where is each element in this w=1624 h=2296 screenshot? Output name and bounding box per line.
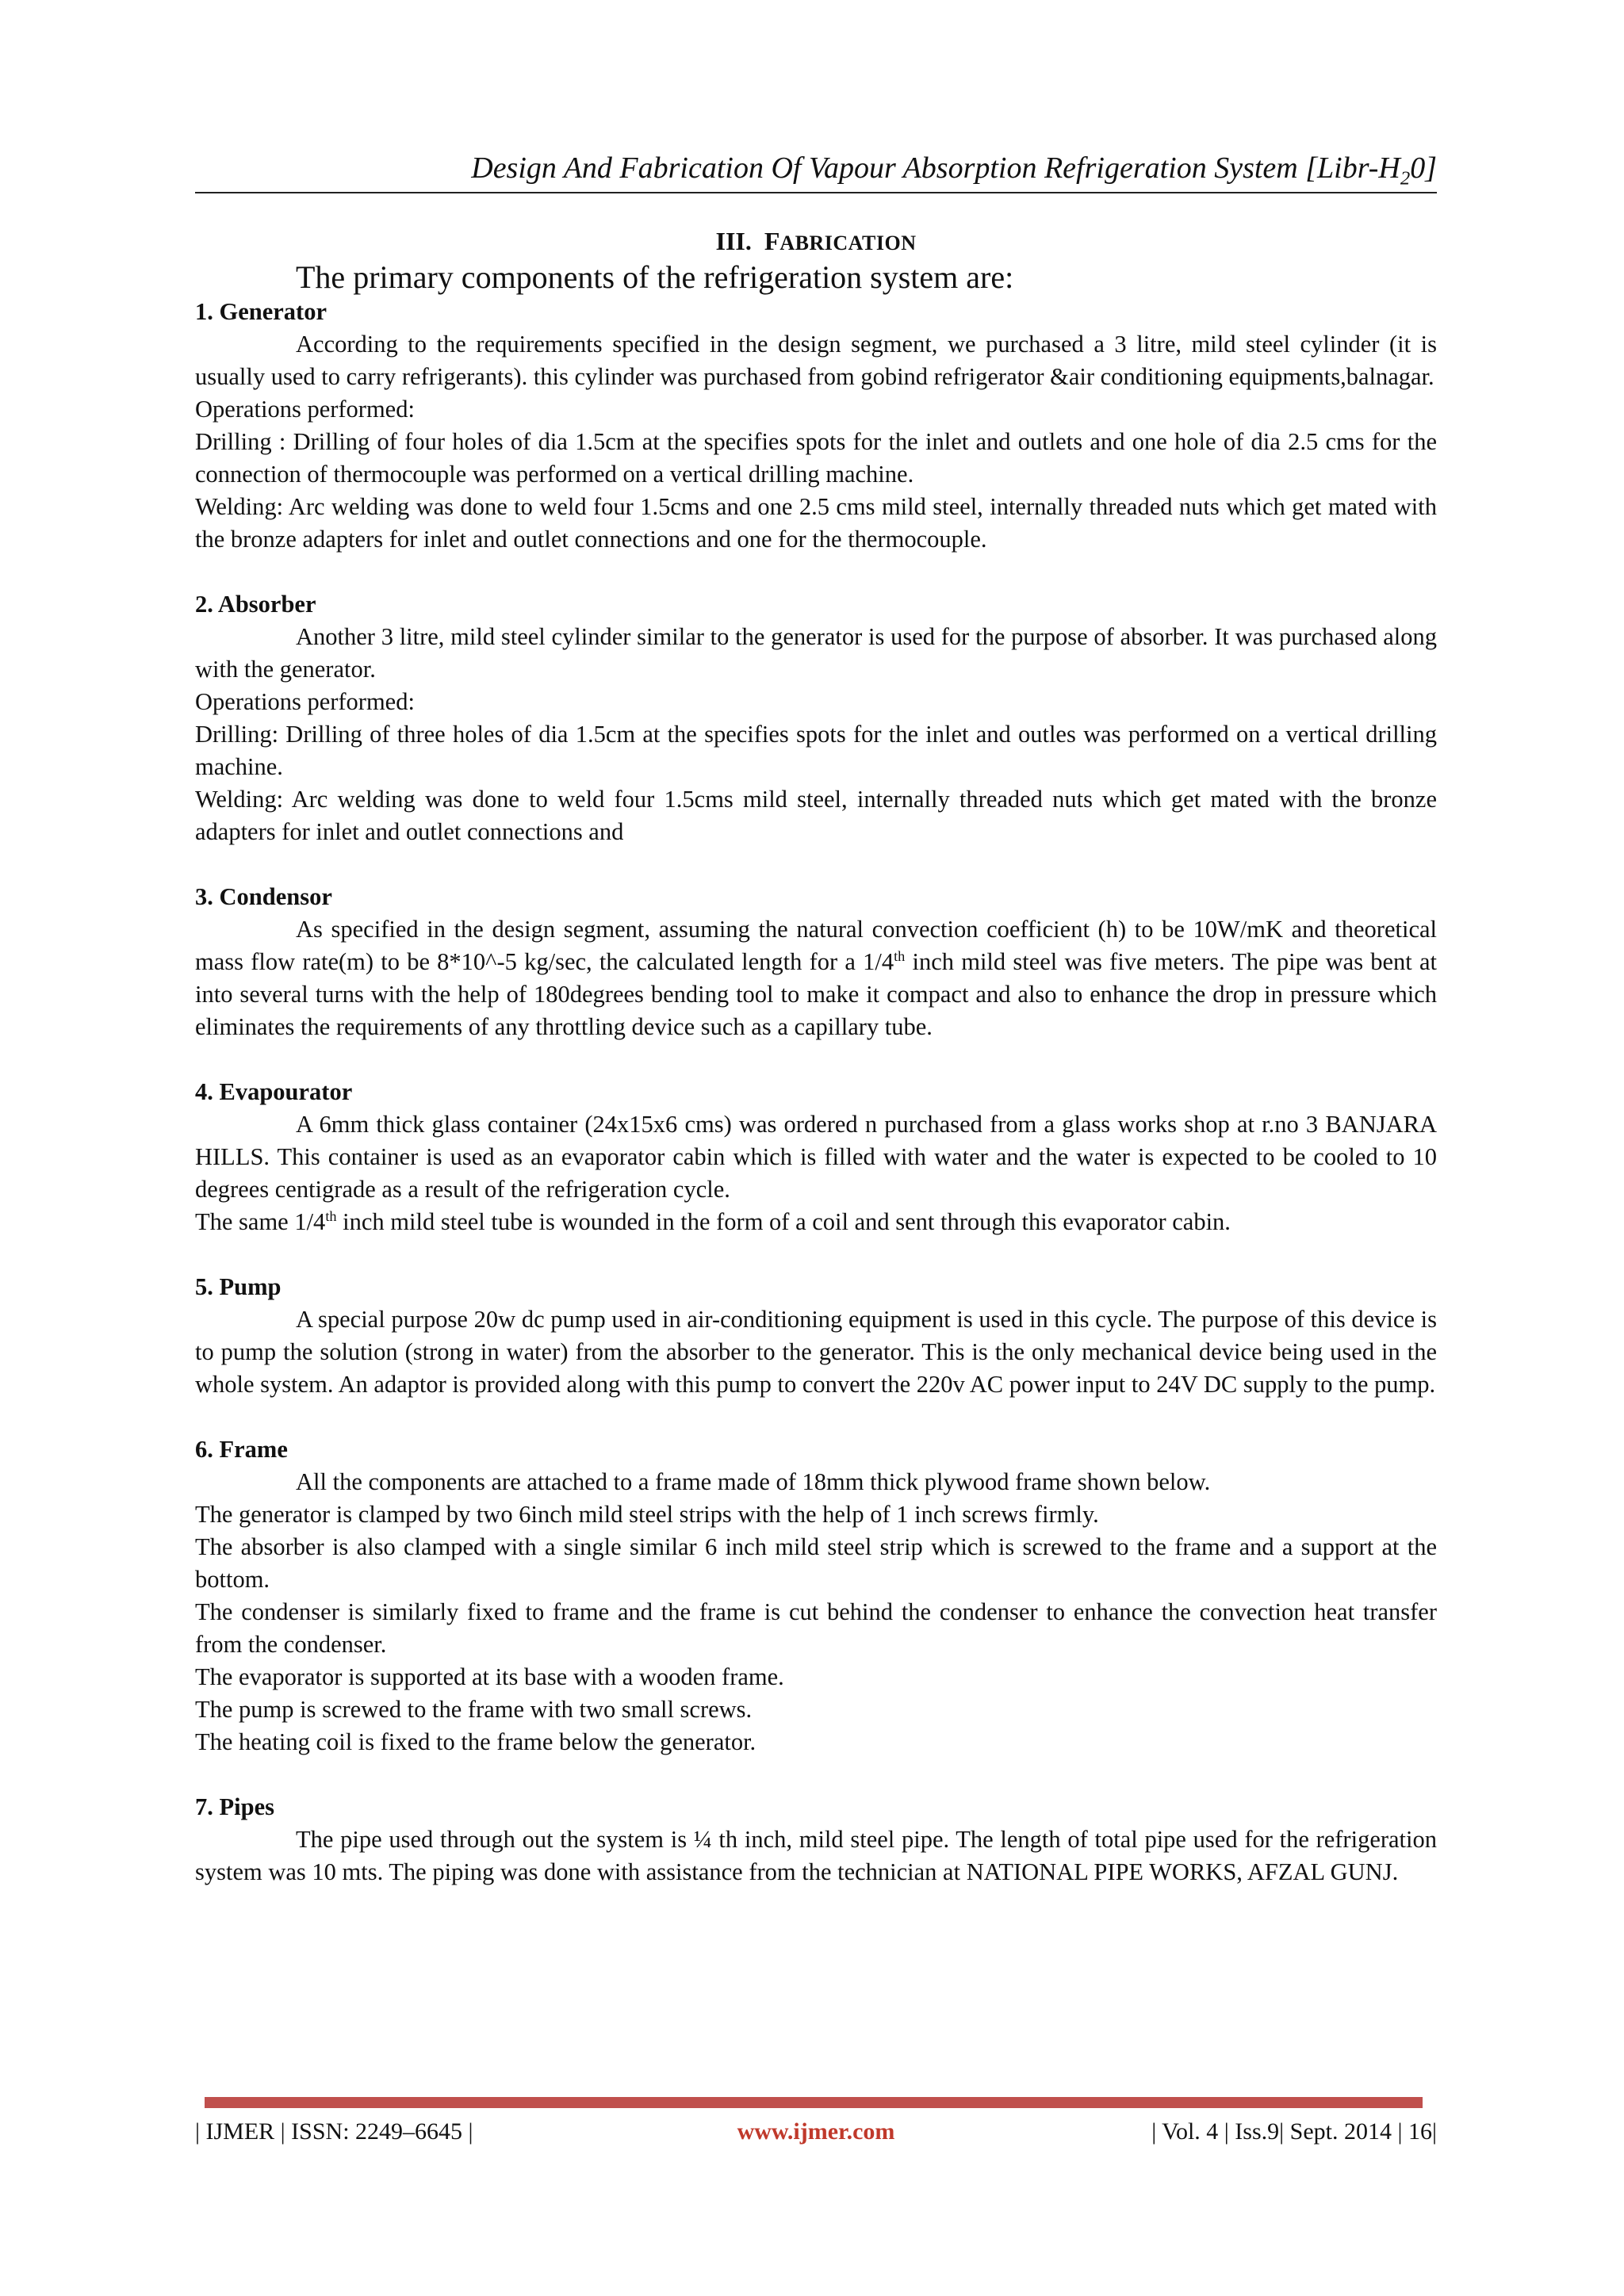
evaporator-paragraph: A 6mm thick glass container (24x15x6 cms) was ordered n purchased from a glass works shop at r.no 3 BANJARA HILLS. This container is used as an evaporator cabin which is filled with water and the water is expected to be cooled to 10 degrees centigrade as a result of the refrigeration cycle. <box>195 1111 1437 1203</box>
frame-paragraph-6: The pump is screwed to the frame with two small screws. <box>195 1696 753 1723</box>
condensor-text-a: As specified in the design segment, assuming the natural convection coefficient (h) to be 10W/mK and theoretical mass flow rate(m) to be 8*10^-5 kg/sec, the calculated length for a 1/4 <box>195 916 1437 975</box>
footer-rule <box>205 2097 1423 2108</box>
section-number: III. <box>715 227 752 255</box>
header-rule <box>195 192 1437 193</box>
pipes-heading: 7. Pipes <box>195 1793 274 1820</box>
section-title-first-letter: F <box>764 227 780 255</box>
evaporator-text-a: The same 1/4 <box>195 1208 326 1235</box>
evaporator-heading: 4. Evapourator <box>195 1078 353 1105</box>
generator-heading: 1. Generator <box>195 298 327 325</box>
absorber-heading: 2. Absorber <box>195 591 316 618</box>
condensor-text-b: inch mild steel was five meters. The pipe was bent at into several turns with the help of 180degrees bending tool to make it compact and also to enhance the drop in pressure which eliminates the requirements of any throttling device such as a capillary tube. <box>195 948 1438 1040</box>
spacer <box>195 556 1437 588</box>
header-title-main: Design And Fabrication Of Vapour Absorption Refrigeration System [Libr-H <box>471 151 1400 185</box>
footer-journal-info: | IJMER | ISSN: 2249–6645 | <box>195 2118 473 2145</box>
evaporator-coil-paragraph <box>195 1206 1437 1238</box>
pump-paragraph: A special purpose 20w dc pump used in air-conditioning equipment is used in this cycle. The purpose of this device is to pump the solution (strong in water) from the absorber to the generator. This is the only mechanical device being used in the whole system. An adaptor is provided along with this pump to convert the 220v AC power input to 24V DC supply to the pump. <box>195 1306 1437 1398</box>
pipes-paragraph: The pipe used through out the system is ¼ th inch, mild steel pipe. The length of total pipe used for the refrigeration system was 10 mts. The piping was done with assistance from the technician at NATIONAL PIPE WORKS, AFZAL GUNJ. <box>195 1826 1437 1885</box>
section-title-rest: ABRICATION <box>779 232 917 254</box>
page-footer <box>195 2118 1437 2153</box>
pump-heading: 5. Pump <box>195 1273 282 1300</box>
frame-heading: 6. Frame <box>195 1436 288 1463</box>
generator-paragraph: According to the requirements specified in the design segment, we purchased a 3 litre, mild steel cylinder (it is usually used to carry refrigerants). this cylinder was purchased from gobind refrigerator &air conditioning equipments,balnagar. <box>195 331 1437 390</box>
frame-paragraph-5: The evaporator is supported at its base with a wooden frame. <box>195 1663 784 1690</box>
evaporator-superscript: th <box>325 1207 337 1224</box>
frame-paragraph-7: The heating coil is fixed to the frame below the generator. <box>195 1728 756 1755</box>
spacer <box>195 1758 1437 1791</box>
section-title <box>195 225 1437 259</box>
header-title-subscript: 2 <box>1400 167 1411 189</box>
frame-paragraph-4: The condenser is similarly fixed to frame and the frame is cut behind the condenser to enhance the convection heat transfer from the condenser. <box>195 1598 1437 1658</box>
frame-paragraph-3: The absorber is also clamped with a single similar 6 inch mild steel strip which is screwed to the frame and a support at the bottom. <box>195 1533 1437 1593</box>
spacer <box>195 1238 1437 1271</box>
condensor-superscript: th <box>894 947 906 964</box>
section-intro: The primary components of the refrigeration system are: <box>296 259 1014 295</box>
absorber-drilling: Drilling: Drilling of three holes of dia 1.5cm at the specifies spots for the inlet and outles was performed on a vertical drilling machine. <box>195 721 1437 780</box>
generator-welding: Welding: Arc welding was done to weld four 1.5cms and one 2.5 cms mild steel, internally threaded nuts which get mated with the bronze adapters for inlet and outlet connections and one for the thermocouple. <box>195 493 1437 553</box>
generator-operations-label: Operations performed: <box>195 396 415 423</box>
absorber-paragraph: Another 3 litre, mild steel cylinder similar to the generator is used for the purpose of absorber. It was purchased along with the generator. <box>195 623 1437 683</box>
footer-website-link[interactable]: www.ijmer.com <box>737 2118 895 2145</box>
header-title-end: 0] <box>1410 151 1437 185</box>
frame-paragraph-2: The generator is clamped by two 6inch mild steel strips with the help of 1 inch screws firmly. <box>195 1501 1099 1528</box>
spacer <box>195 1401 1437 1433</box>
absorber-welding: Welding: Arc welding was done to weld four 1.5cms mild steel, internally threaded nuts which get mated with the bronze adapters for inlet and outlet connections and <box>195 786 1437 845</box>
spacer <box>195 848 1437 881</box>
footer-volume-info: | Vol. 4 | Iss.9| Sept. 2014 | 16| <box>1151 2118 1437 2145</box>
main-content <box>195 216 1437 1888</box>
condensor-paragraph <box>195 913 1437 1043</box>
generator-drilling: Drilling : Drilling of four holes of dia 1.5cm at the specifies spots for the inlet and outlets and one hole of dia 2.5 cms for the connection of thermocouple was performed on a vertical drilling machine. <box>195 428 1437 488</box>
absorber-operations-label: Operations performed: <box>195 688 415 715</box>
evaporator-text-b: inch mild steel tube is wounded in the form of a coil and sent through this evaporator cabin. <box>336 1208 1231 1235</box>
frame-paragraph-1: All the components are attached to a frame made of 18mm thick plywood frame shown below. <box>296 1468 1211 1495</box>
spacer <box>195 1043 1437 1076</box>
condensor-heading: 3. Condensor <box>195 883 332 910</box>
running-header <box>195 151 1437 189</box>
